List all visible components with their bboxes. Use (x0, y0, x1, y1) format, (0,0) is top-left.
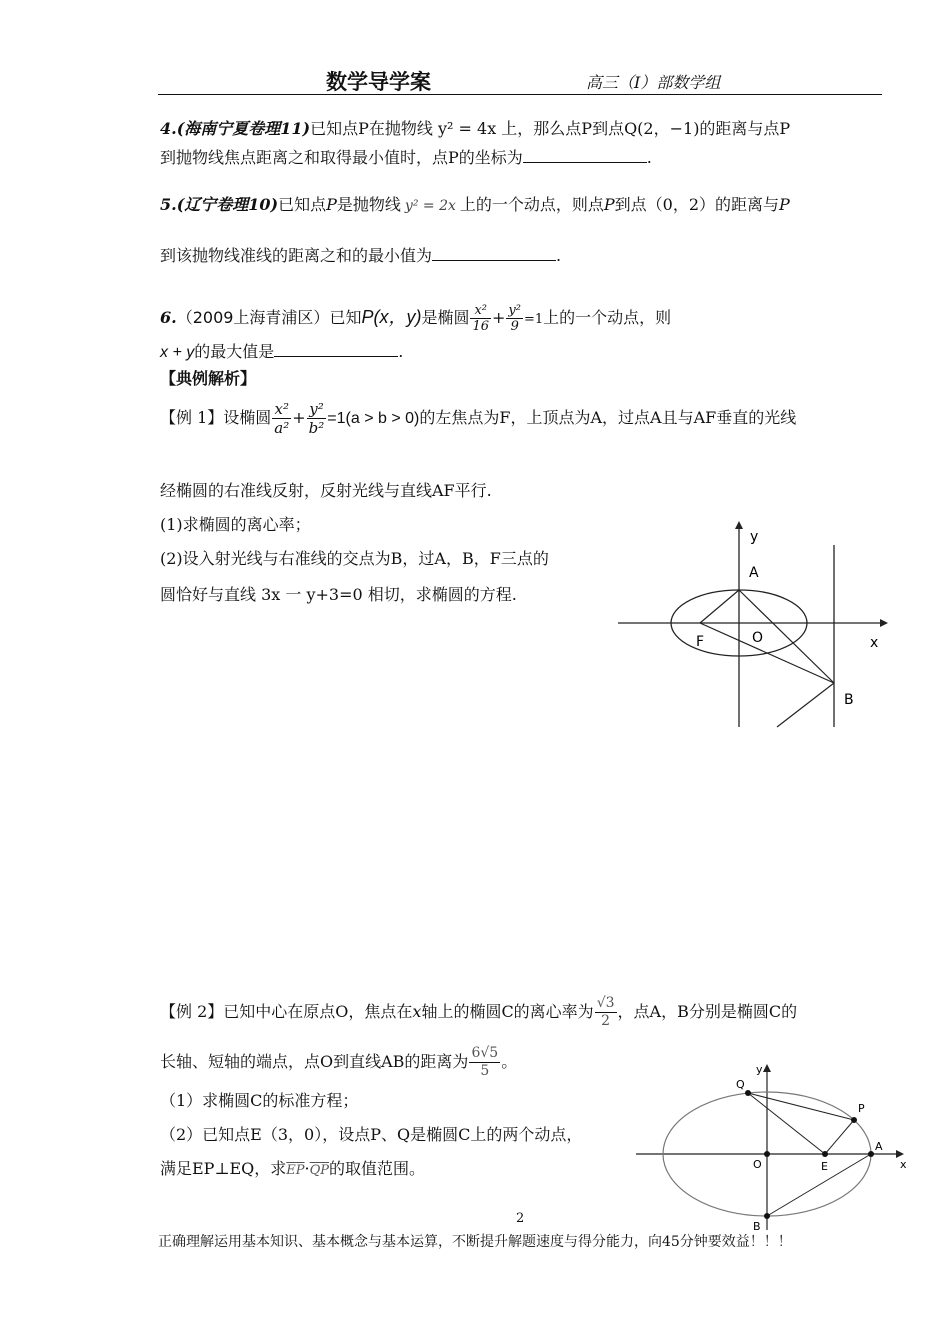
ex2-point-o (764, 1151, 770, 1157)
q6-text-b: 是椭圆 (421, 308, 470, 327)
page-number: 2 (516, 1211, 525, 1226)
ex1-label-a: A (749, 565, 759, 581)
ex2-label-o: O (753, 1158, 762, 1171)
ex2-line3: （1）求椭圆C的标准方程； (160, 1091, 359, 1110)
ex2-dist-num: 6√5 (471, 1045, 499, 1061)
q4-source: (海南宁夏卷理11) (176, 119, 311, 138)
ex2-text-a: 已知中心在原点O，焦点在 (223, 1002, 413, 1021)
footer-motto: 正确理解运用基本知识、基本概念与基本运算，不断提升解题速度与得分能力，向45分钟要效益！！！ (158, 1234, 792, 1250)
ex2-distance (469, 1045, 500, 1080)
ex1-label-f: F (696, 634, 705, 650)
q5-point-p3: P (779, 195, 790, 214)
ex2-figure (632, 1060, 918, 1232)
ex1-label-b: B (844, 692, 854, 708)
header-rule (158, 94, 882, 95)
ex1-frac-y-num: y² (307, 400, 327, 419)
ex2-vec-ep: $\overline{EP}$ (286, 1163, 305, 1178)
ex2-eccentricity (595, 995, 617, 1030)
ex1-x-arrow-icon (880, 619, 888, 627)
ex2-point-p (851, 1117, 857, 1123)
ex2-line4: （2）已知点E（3，0），设点P、Q是椭圆C上的两个动点， (160, 1125, 583, 1144)
ex1-line3: (1)求椭圆的离心率； (160, 515, 311, 534)
q6-expr: x + y (160, 344, 195, 361)
q6-text-a: 已知 (329, 308, 362, 327)
q5-text2: 到该抛物线准线的距离之和的最小值为 (160, 246, 433, 265)
q6-line2 (160, 340, 403, 364)
ex1-frac-x-num: x² (272, 400, 291, 419)
ex1-y-arrow-icon (735, 521, 743, 529)
ex1-figure (612, 515, 898, 730)
ex2-ecc-den: 2 (601, 1013, 611, 1029)
q5-text-a: 已知点 (278, 195, 327, 214)
ex2-vec-qp: $\overline{QP}$ (309, 1163, 330, 1178)
q5-number: 5. (160, 195, 177, 214)
section-title: 【典例解析】 (160, 369, 257, 388)
q4-text1: 已知点P在抛物线 y² = 4x 上，那么点P到点Q(2，−1)的距离与点P (310, 119, 791, 138)
ex2-x-arrow-icon (896, 1150, 904, 1158)
ex2-label-x: x (900, 1158, 907, 1171)
q5-point-p: P (326, 195, 337, 214)
ex2-text2-end: 。 (501, 1052, 518, 1071)
q6-text2: 的最大值是 (194, 342, 275, 361)
ex2-label-p: P (858, 1102, 865, 1115)
ex2-x-var: x (412, 1002, 422, 1021)
ex1-label-o: O (752, 630, 764, 646)
ex2-point-q (745, 1090, 751, 1096)
ex2-line-qe (748, 1093, 825, 1154)
ex2-point-b (764, 1213, 770, 1219)
ex2-y-arrow-icon (763, 1064, 771, 1072)
ex1-frac-x (272, 400, 291, 437)
q4-period: . (646, 148, 652, 167)
ex1-label: 【例 1】 (160, 408, 224, 427)
q5-text-d: 到点（0，2）的距离与 (614, 195, 780, 214)
ex1-line1 (160, 398, 796, 439)
ex2-dot: · (304, 1159, 310, 1178)
ex2-line5 (160, 1158, 425, 1182)
ex2-label-a: A (875, 1140, 883, 1153)
ex2-line-ep (825, 1120, 854, 1154)
ex2-ecc-num: √3 (596, 995, 615, 1011)
ex2-text-c: ，点A，B分别是椭圆C的 (617, 1002, 798, 1021)
q5-point-p2: P (603, 195, 615, 214)
q6-frac-y-den: 9 (510, 319, 519, 334)
ex2-text5: 满足EP⊥EQ，求 (160, 1159, 287, 1178)
q4-line1 (160, 118, 790, 140)
ex1-text-a: 设椭圆 (223, 408, 272, 427)
ex1-line5: 圆恰好与直线 3x 一 y+3=0 相切，求椭圆的方程. (160, 585, 517, 604)
ex2-line2 (160, 1042, 517, 1082)
ex2-label: 【例 2】 (160, 1002, 224, 1021)
ex2-text-b: 轴上的椭圆C的离心率为 (421, 1002, 594, 1021)
q6-frac-y-num: y² (508, 303, 521, 318)
ex1-reflected-ray (777, 683, 834, 727)
q4-number: 4. (160, 119, 177, 138)
ex2-dist-den: 5 (480, 1063, 490, 1079)
q5-text-b: 是抛物线 (336, 195, 401, 214)
q6-frac-x-num: x² (470, 303, 491, 319)
q6-period: . (398, 342, 404, 361)
ex2-point-e (822, 1151, 828, 1157)
q6-point: P(x，y) (361, 307, 422, 327)
q6-frac-x-den: 16 (472, 319, 490, 334)
ex1-line2: 经椭圆的右准线反射，反射光线与直线AF平行. (160, 481, 492, 500)
ex2-line1 (160, 992, 797, 1032)
ex1-plus: + (292, 408, 306, 427)
header-title: 数学导学案 (326, 69, 431, 94)
q5-source: (辽宁卷理10) (176, 195, 279, 214)
ex2-text2: 长轴、短轴的端点，点O到直线AB的距离为 (160, 1052, 469, 1071)
ex1-frac-y-den: b² (308, 419, 325, 437)
ex1-text-b: 的左焦点为F，上顶点为A，过点A且与AF垂直的光线 (419, 408, 797, 427)
ex1-condition: =1(a > b > 0) (327, 410, 420, 427)
ex2-label-e: E (821, 1160, 828, 1173)
ex1-line-fb (700, 623, 834, 683)
q5-answer-blank (432, 244, 556, 261)
ex2-label-y: y (756, 1063, 763, 1076)
q6-source: （2009上海青浦区） (176, 308, 330, 327)
header-subtitle: 高三（Ⅰ）部数学组 (586, 73, 721, 92)
q6-plus: + (492, 308, 506, 327)
ex1-line4: (2)设入射光线与右准线的交点为B，过A，B，F三点的 (160, 549, 549, 568)
ex2-line-qp (748, 1093, 854, 1120)
q6-answer-blank (274, 340, 398, 357)
ex1-label-x: x (870, 635, 879, 651)
q6-line1 (160, 300, 671, 337)
ex2-line-ab (767, 1154, 871, 1216)
ex1-frac-y (307, 400, 327, 437)
ex2-label-b: B (753, 1220, 761, 1232)
q6-frac-y (506, 303, 523, 334)
q4-line2 (160, 146, 652, 169)
q5-text-c: 上的一个动点，则点 (459, 195, 604, 214)
ex2-point-a (868, 1151, 874, 1157)
q5-line1 (160, 194, 790, 217)
ex1-frac-x-den: a² (274, 419, 290, 437)
q5-line2 (160, 244, 561, 267)
ex2-text5-end: 的取值范围。 (329, 1159, 426, 1178)
q5-equation: y² = 2x (404, 198, 456, 214)
ex1-label-y: y (750, 529, 759, 545)
q5-period: . (556, 246, 562, 265)
q6-frac-x (470, 303, 491, 334)
ex1-line-fa (700, 590, 739, 623)
q6-number: 6. (160, 308, 177, 327)
q4-answer-blank (523, 146, 647, 163)
q4-text2: 到抛物线焦点距离之和取得最小值时，点P的坐标为 (160, 148, 523, 167)
q6-text-c: 上的一个动点，则 (543, 308, 672, 327)
ex2-label-q: Q (736, 1078, 745, 1091)
q6-eq-one: =1 (523, 312, 544, 327)
